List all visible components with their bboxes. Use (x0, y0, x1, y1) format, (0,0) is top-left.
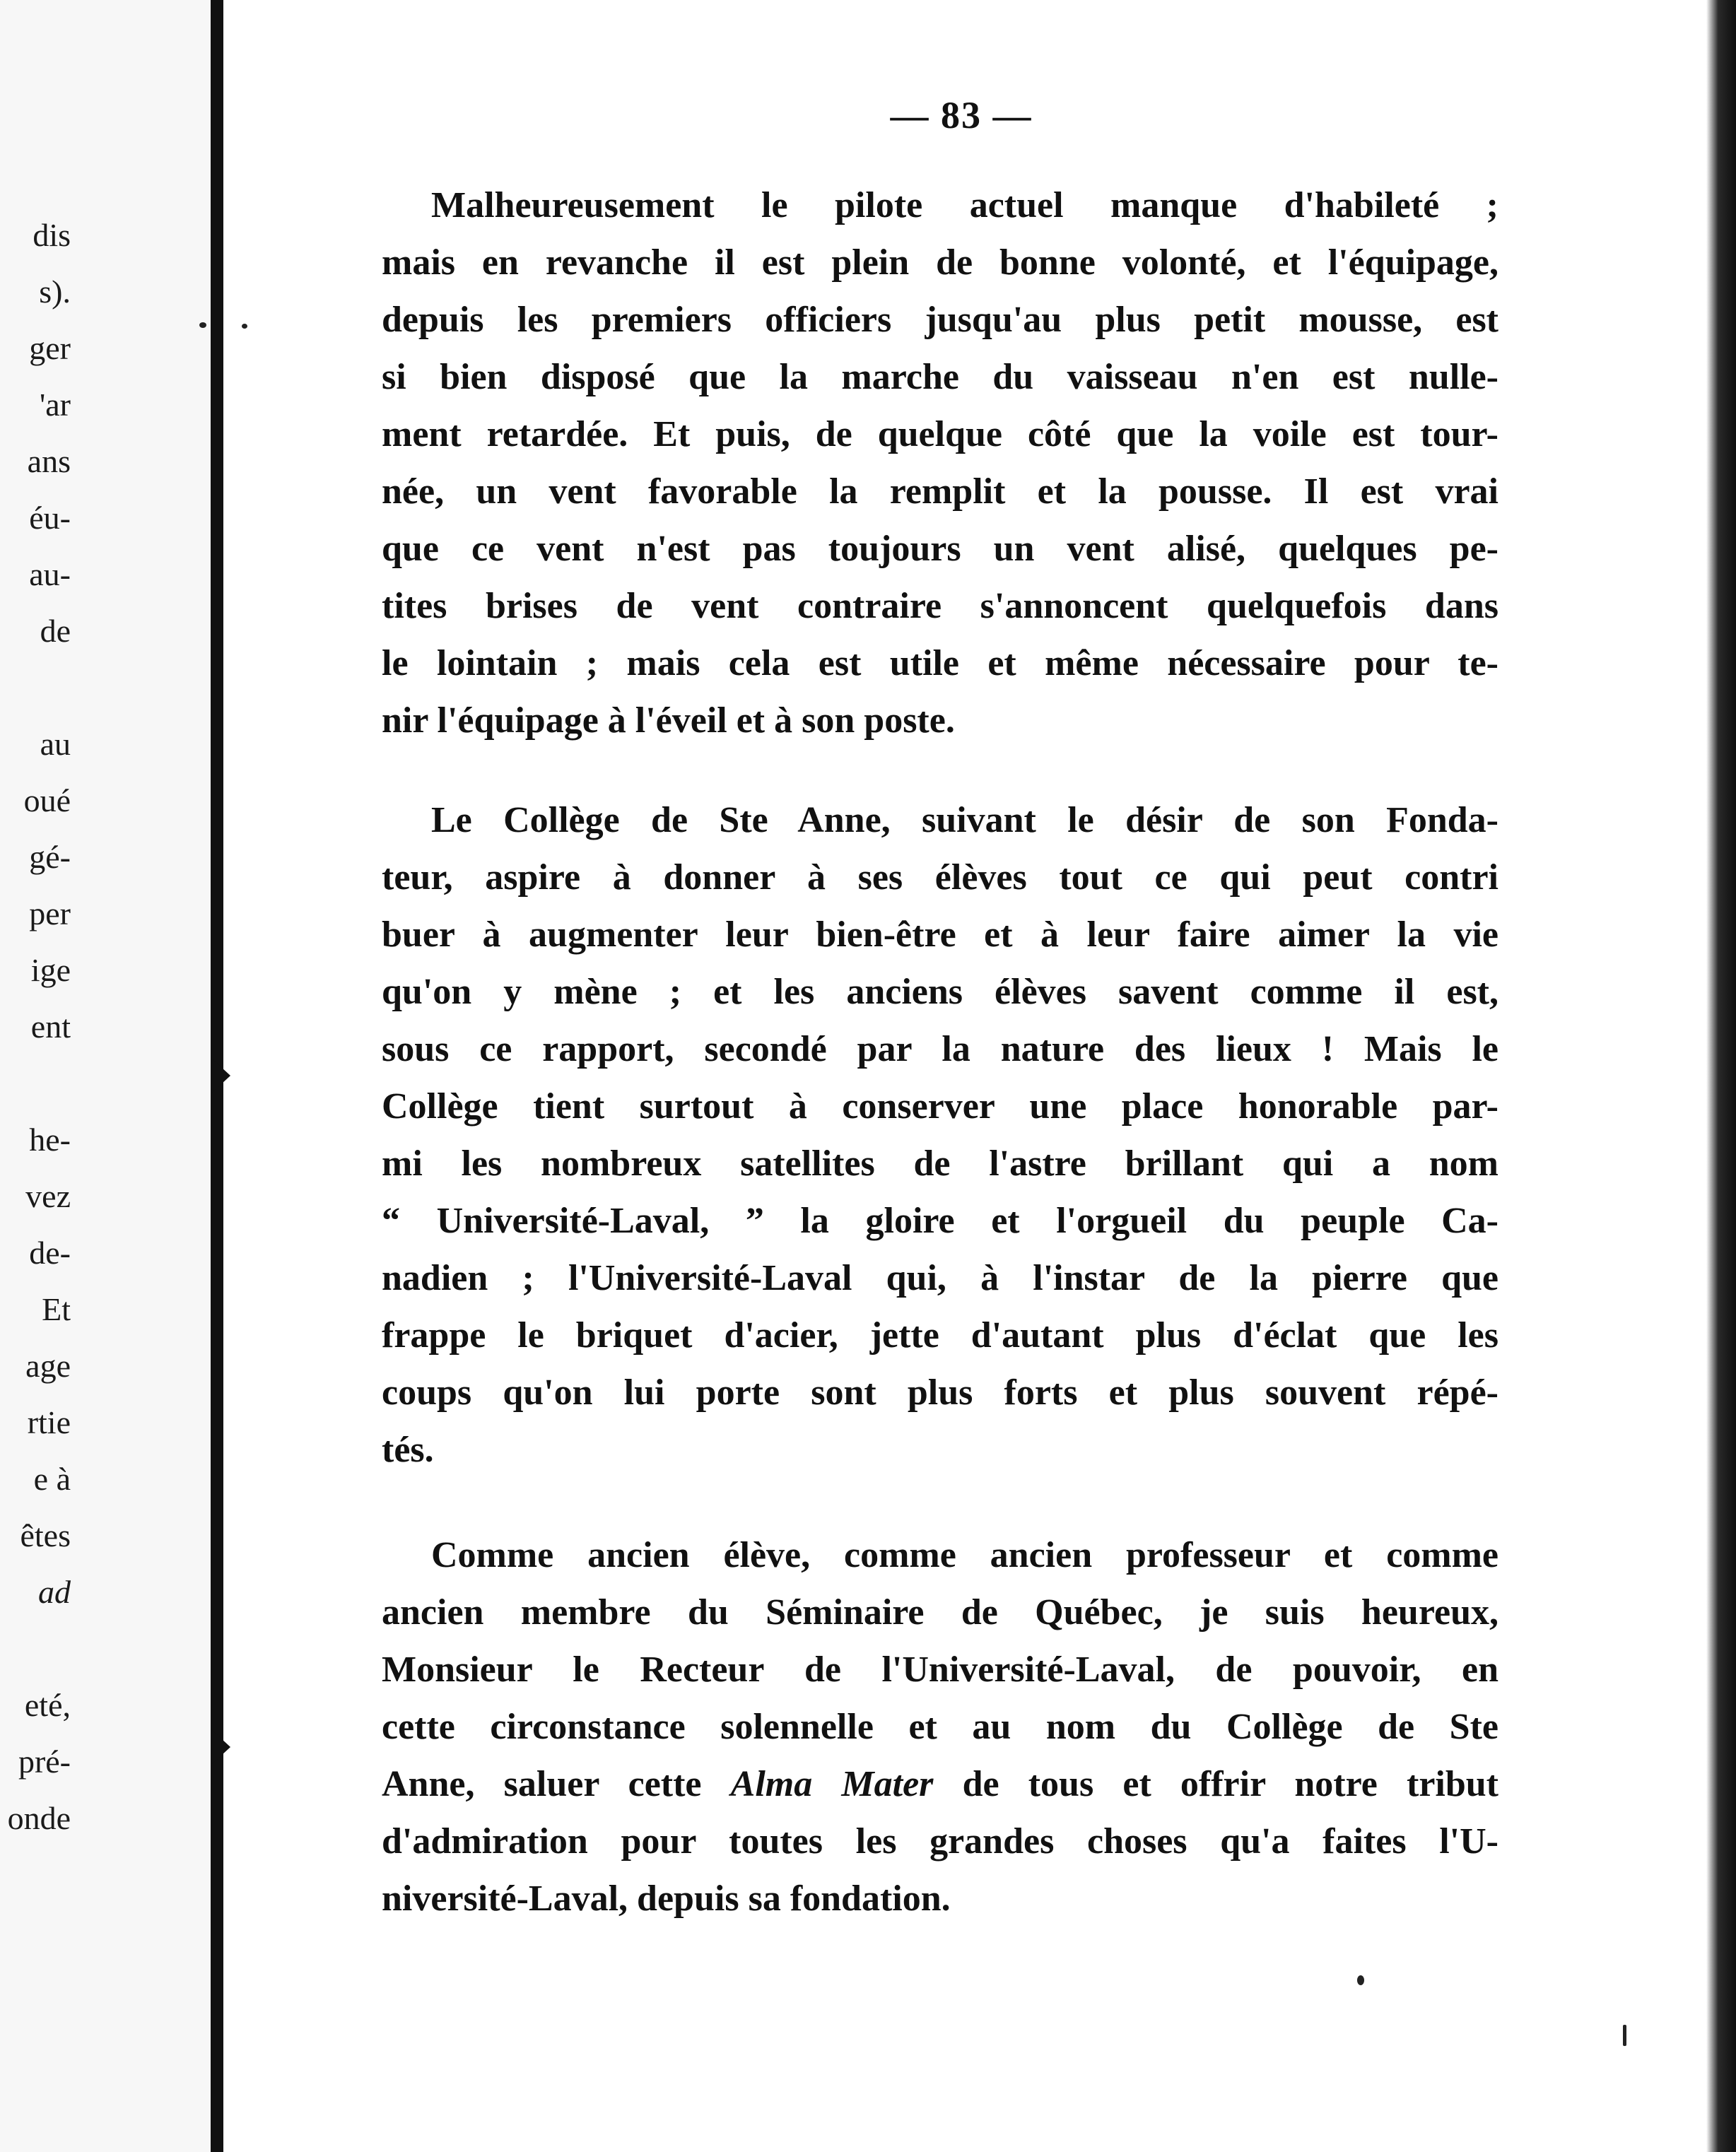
facing-line-fragment: ad (38, 1574, 71, 1610)
text-line: tites brises de vent contraire s'annoncent quelquefois dans (382, 586, 1499, 626)
page-number: — 83 — (890, 94, 1033, 136)
text-line: frappe le briquet d'acier, jette d'autant plus d'éclat que les (382, 1315, 1499, 1356)
text-line: buer à augmenter leur bien-être et à leur faire aimer la vie (382, 915, 1499, 955)
facing-line-fragment: ige (30, 952, 71, 988)
text-line: Collège tient surtout à conserver une place honorable par- (382, 1086, 1499, 1127)
facing-line-fragment: ent (30, 1009, 71, 1045)
facing-line-fragment: éu- (29, 500, 71, 536)
facing-line-fragment: gé- (29, 839, 71, 875)
facing-line-fragment: ger (29, 330, 71, 366)
facing-line-fragment: Et (42, 1291, 71, 1327)
facing-page (0, 0, 212, 2152)
text-line: ancien membre du Séminaire de Québec, je suis heureux, (382, 1592, 1499, 1633)
facing-line-fragment: s). (39, 274, 71, 310)
text-line (382, 1756, 1499, 1813)
print-speck (1623, 2025, 1626, 2046)
facing-line-fragment: de- (29, 1235, 71, 1271)
facing-line-fragment: rtie (27, 1404, 71, 1440)
facing-line-fragment: de (40, 613, 71, 649)
facing-line-fragment: onde (7, 1800, 71, 1836)
facing-line-fragment: e à (33, 1461, 71, 1497)
facing-line-fragment: êtes (20, 1517, 71, 1553)
text-line: coups qu'on lui porte sont plus forts et plus souvent répé- (382, 1372, 1499, 1413)
text-line: Comme ancien élève, comme ancien professeur et comme (431, 1535, 1499, 1575)
text-line: ment retardée. Et puis, de quelque côté que la voile est tour- (382, 414, 1499, 454)
text-line: tés. (382, 1430, 434, 1470)
facing-line-fragment: eté, (24, 1687, 71, 1723)
facing-line-fragment: he- (29, 1122, 71, 1158)
text-line: nir l'équipage à l'éveil et à son poste. (382, 700, 955, 741)
page-edge-shadow (1706, 0, 1736, 2152)
text-line: le lointain ; mais cela est utile et même nécessaire pour te- (382, 643, 1499, 683)
text-run: Anne, saluer cette (382, 1764, 731, 1804)
print-speck (242, 324, 247, 329)
text-line: que ce vent n'est pas toujours un vent alisé, quelques pe- (382, 529, 1499, 569)
print-speck (199, 322, 206, 328)
text-line: Malheureusement le pilote actuel manque d'habileté ; (431, 185, 1499, 225)
facing-line-fragment: oué (23, 782, 71, 818)
facing-line-fragment: au- (29, 556, 71, 592)
facing-line-fragment: age (25, 1348, 71, 1384)
facing-line-fragment: per (29, 895, 71, 931)
paragraph (382, 792, 1499, 1478)
text-line: sous ce rapport, secondé par la nature des lieux ! Mais le (382, 1029, 1499, 1069)
text-line: si bien disposé que la marche du vaisseau n'en est nulle- (382, 357, 1499, 397)
text-line: d'admiration pour toutes les grandes choses qu'a faites l'U- (382, 1821, 1499, 1862)
text-line: teur, aspire à donner à ses élèves tout ce qui peut contri (382, 857, 1499, 898)
paragraph (382, 177, 1499, 749)
print-speck (1357, 1975, 1364, 1985)
facing-line-fragment: vez (25, 1178, 71, 1214)
text-line: mi les nombreux satellites de l'astre brillant qui a nom (382, 1143, 1499, 1184)
paragraph (382, 1527, 1499, 1927)
text-line: depuis les premiers officiers jusqu'au plus petit mousse, est (382, 300, 1499, 340)
italic-phrase: Alma Mater (730, 1764, 934, 1804)
text-line: “ Université-Laval, ” la gloire et l'orgueil du peuple Ca- (382, 1201, 1499, 1241)
text-line: Le Collège de Ste Anne, suivant le désir de son Fonda- (431, 800, 1499, 840)
text-line: Monsieur le Recteur de l'Université-Laval, de pouvoir, en (382, 1650, 1499, 1690)
facing-line-fragment: 'ar (39, 387, 71, 423)
text-line: née, un vent favorable la remplit et la pousse. Il est vrai (382, 471, 1499, 512)
text-line: niversité-Laval, depuis sa fondation. (382, 1878, 951, 1919)
text-line: qu'on y mène ; et les anciens élèves savent comme il est, (382, 972, 1499, 1012)
facing-line-fragment: au (40, 726, 71, 762)
text-run: de tous et offrir notre tribut (933, 1764, 1499, 1804)
text-line: nadien ; l'Université-Laval qui, à l'instar de la pierre que (382, 1258, 1499, 1298)
facing-line-fragment: pré- (18, 1744, 71, 1780)
facing-line-fragment: ans (27, 443, 71, 479)
facing-line-fragment: dis (33, 217, 71, 253)
text-line: cette circonstance solennelle et au nom du Collège de Ste (382, 1707, 1499, 1747)
text-line: mais en revanche il est plein de bonne volonté, et l'équipage, (382, 242, 1499, 283)
